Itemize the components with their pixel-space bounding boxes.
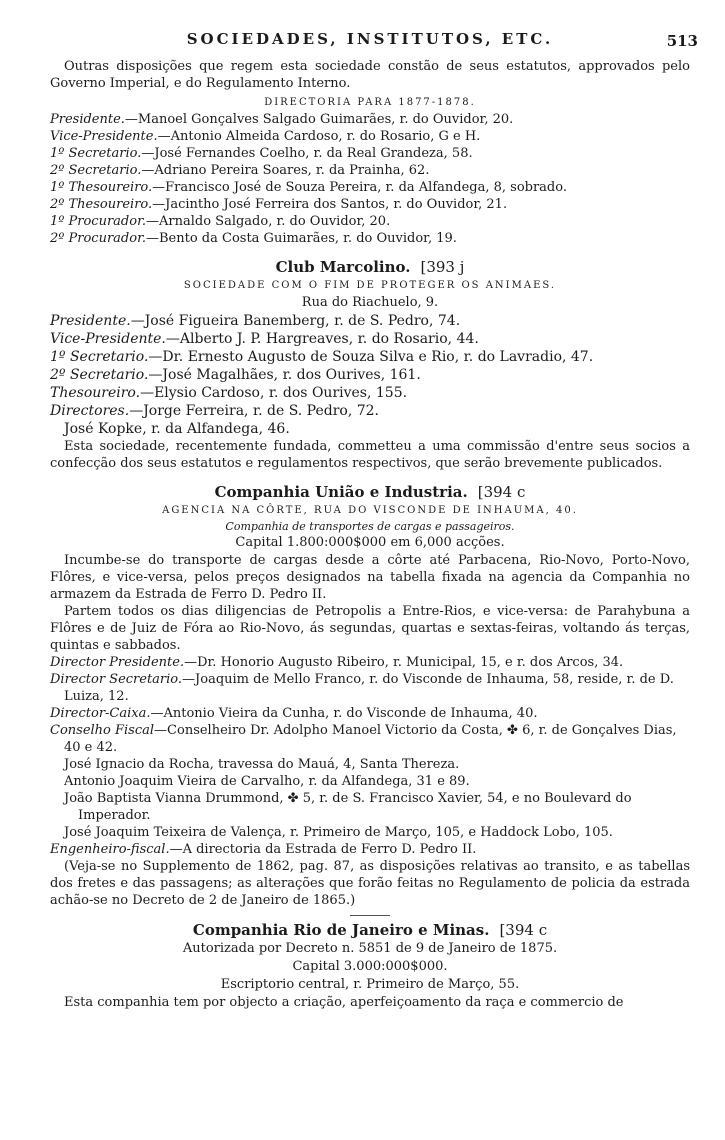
club-member [50,312,690,330]
club-member [50,402,690,420]
club-member [50,384,690,402]
member-text: —Bento da Costa Guimarães, r. do Ouvidor, 19. [146,231,457,246]
club-member [50,420,690,438]
member-text: —Alberto J. P. Hargreaves, r. do Rosario, 44. [165,331,479,347]
club-member [50,366,690,384]
member-role: Vice-Presidente. [50,129,158,144]
club-marcolino-title [50,257,690,277]
uniao-member [50,790,690,824]
member-role: Vice-Presidente. [50,331,166,347]
rio-minas-title [50,920,690,940]
section-number: [394 c [499,921,548,939]
club-member [50,330,690,348]
page-number: 513 [666,32,698,50]
section-title-text: Club Marcolino. [275,258,411,276]
member-text: —Dr. Honorio Augusto Ribeiro, r. Municipal, 15, e r. dos Arcos, 34. [184,655,624,670]
member-text: José Ignacio da Rocha, travessa do Mauá, 4, Santa Thereza. [64,757,460,772]
directoria-member [50,213,690,230]
member-role: 1º Secretario. [50,146,142,161]
section-title-text: Companhia Rio de Janeiro e Minas. [192,921,490,939]
uniao-agency: AGENCIA NA CÔRTE, RUA DO VISCONDE DE INHAUMA, 40. [162,505,578,516]
uniao-title [50,482,690,502]
member-role: 1º Secretario. [50,349,149,365]
intro-paragraph: Outras disposições que regem esta sociedade constão de seus estatutos, approvados pelo Governo Imperial, e do Regulamento Interno. [50,59,690,91]
uniao-member [50,654,690,671]
uniao-member [50,671,690,705]
club-marcolino-subtitle: SOCIEDADE COM O FIM DE PROTEGER OS ANIMAES. [183,280,557,291]
member-role: Conselho Fiscal [50,723,155,738]
member-role: Director-Caixa. [50,706,151,721]
uniao-paragraph-2: Partem todos os dias diligencias de Petropolis a Entre-Rios, e vice-versa: de Parahybuna a Flôres e de Juiz de Fóra ao Rio-Novo, ás segundas, quartas e sextas-feiras, voltando ás terças, quintas e sabbados. [50,604,690,653]
member-text: —Antonio Almeida Cardoso, r. do Rosario, G e H. [157,129,481,144]
club-marcolino-note: Esta sociedade, recentemente fundada, commetteu a uma commissão d'entre seus socios a confecção dos seus estatutos e regulamentos respectivos, que serão brevemente publicados. [50,439,690,471]
uniao-member [50,773,690,790]
member-role: Director Presidente. [50,655,185,670]
directoria-member [50,145,690,162]
member-text: Antonio Joaquim Vieira de Carvalho, r. da Alfandega, 31 e 89. [64,774,470,789]
member-text: —José Fernandes Coelho, r. da Real Grandeza, 58. [141,146,473,161]
member-text: —Elysio Cardoso, r. dos Ourives, 155. [140,385,408,401]
section-divider [350,915,390,916]
member-text: —José Figueira Banemberg, r. de S. Pedro, 74. [130,313,461,329]
member-role: 2º Secretario. [50,163,142,178]
member-text: —Antonio Vieira da Cunha, r. do Visconde de Inhauma, 40. [150,706,538,721]
directoria-member [50,179,690,196]
member-role: 1º Procurador. [50,214,146,229]
member-text: —Manoel Gonçalves Salgado Guimarães, r. do Ouvidor, 20. [124,112,514,127]
member-role: Presidente. [50,313,131,329]
member-text: —Arnaldo Salgado, r. do Ouvidor, 20. [146,214,391,229]
member-text: —Jacintho José Ferreira dos Santos, r. do Ouvidor, 21. [152,197,508,212]
directoria-member [50,230,690,247]
member-text: José Kopke, r. da Alfandega, 46. [64,421,290,437]
page-header-title: SOCIEDADES, INSTITUTOS, ETC. [186,30,554,48]
member-role: Engenheiro-fiscal. [50,842,170,857]
member-role: 2º Thesoureiro. [50,197,153,212]
member-role: 2º Secretario. [50,367,149,383]
section-title-text: Companhia União e Industria. [214,483,468,501]
directoria-member [50,111,690,128]
directoria-member [50,196,690,213]
member-role: 1º Thesoureiro. [50,180,153,195]
club-member [50,348,690,366]
uniao-member [50,841,690,858]
uniao-note: (Veja-se no Supplemento de 1862, pag. 87, as disposições relativas ao transito, e as tabellas dos fretes e das passagens; as alterações que forão feitas no Regulamento de policia da estrada achão-se no Decreto de 2 de Janeiro de 1865.) [50,859,690,908]
member-text: João Baptista Vianna Drummond, ✤ 5, r. de S. Francisco Xavier, 54, e no Boulevard do Imperador. [64,791,632,823]
directoria-heading: DIRECTORIA PARA 1877-1878. [264,97,476,108]
member-role: Director Secretario. [50,672,183,687]
uniao-member [50,824,690,841]
uniao-capital: Capital 1.800:000$000 em 6,000 acções. [235,535,505,550]
member-text: —José Magalhães, r. dos Ourives, 161. [148,367,421,383]
rio-minas-text: Esta companhia tem por objecto a criação, aperfeiçoamento da raça e commercio de [64,995,624,1010]
member-text: —Francisco José de Souza Pereira, r. da Alfandega, 8, sobrado. [152,180,567,195]
member-role: Thesoureiro. [50,385,141,401]
member-text: —Adriano Pereira Soares, r. da Prainha, 62. [141,163,430,178]
uniao-subtitle: Companhia de transportes de cargas e passageiros. [225,520,515,533]
member-text: José Joaquim Teixeira de Valença, r. Primeiro de Março, 105, e Haddock Lobo, 105. [64,825,613,840]
running-head [50,30,698,58]
directoria-member [50,128,690,145]
member-role: Directores. [50,403,130,419]
member-text: —Dr. Ernesto Augusto de Souza Silva e Rio, r. do Lavradio, 47. [148,349,594,365]
rio-minas-authorization: Autorizada por Decreto n. 5851 de 9 de Janeiro de 1875. [182,941,558,956]
section-number: [394 c [477,483,526,501]
club-marcolino-address: Rua do Riachuelo, 9. [301,295,439,310]
uniao-member [50,705,690,722]
member-text: —Joaquim de Mello Franco, r. do Visconde de Inhauma, 58, reside, r. de D. Luiza, 12. [64,672,674,704]
directoria-list [50,111,690,247]
member-text: —Conselheiro Dr. Adolpho Manoel Victorio da Costa, ✤ 6, r. de Gonçalves Dias, 40 e 42. [64,723,677,755]
directoria-member [50,162,690,179]
document-page [50,30,698,1130]
rio-minas-office: Escriptorio central, r. Primeiro de Março, 55. [220,977,520,992]
rio-minas-capital: Capital 3.000:000$000. [292,959,448,974]
uniao-member [50,722,690,756]
section-number: [393 j [420,258,465,276]
member-text: —A directoria da Estrada de Ferro D. Pedro II. [169,842,477,857]
club-marcolino-list [50,312,690,438]
uniao-list [50,654,690,858]
member-role: Presidente. [50,112,125,127]
uniao-member [50,756,690,773]
uniao-paragraph-1: Incumbe-se do transporte de cargas desde a côrte até Parbacena, Rio-Novo, Porto-Novo, Flôres, e vice-versa, pelos preços designados na tabella fixada na agencia da Companhia no armazem da Estrada de Ferro D. Pedro II. [50,553,690,602]
member-text: —Jorge Ferreira, r. de S. Pedro, 72. [129,403,380,419]
member-role: 2º Procurador. [50,231,146,246]
